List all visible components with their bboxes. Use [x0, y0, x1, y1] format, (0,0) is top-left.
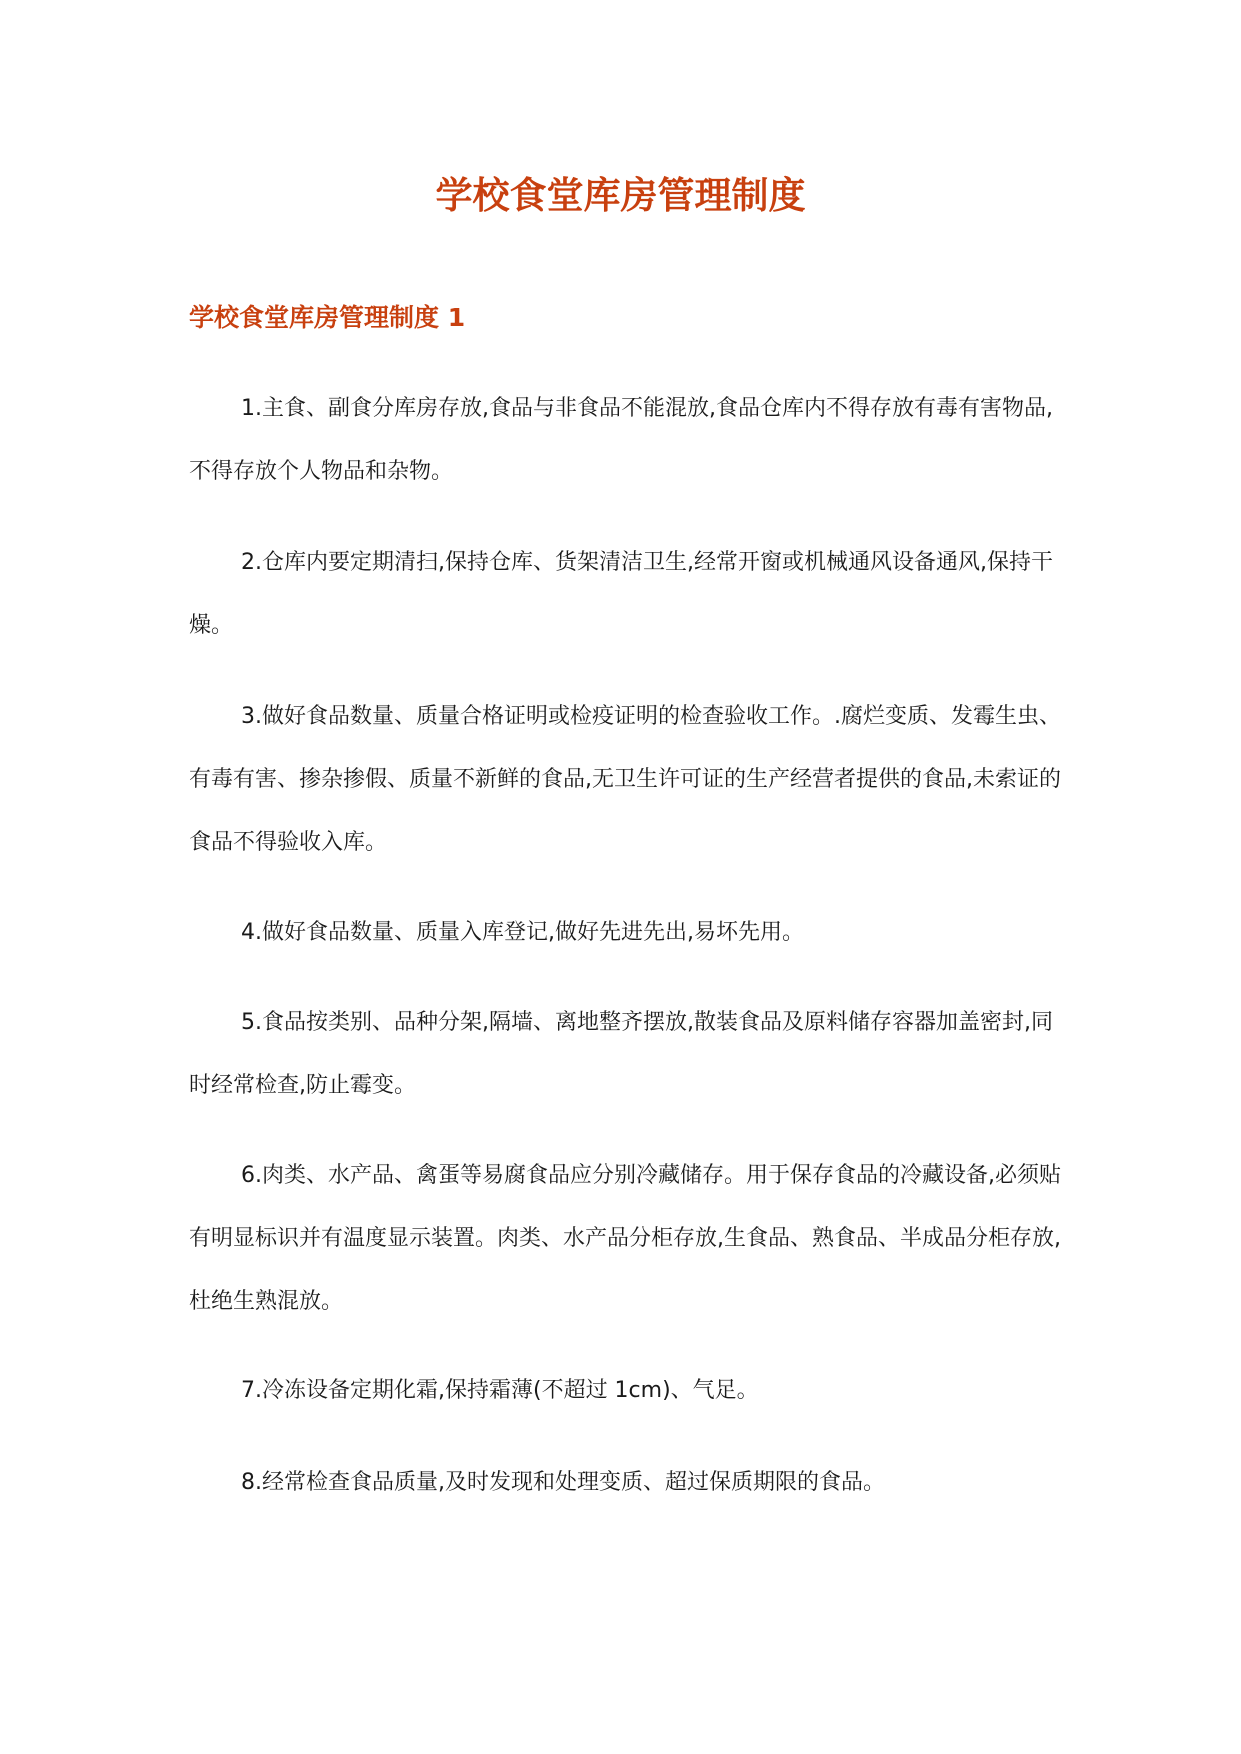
paragraph-4: 4.做好食品数量、质量入库登记,做好先进先出,易坏先用。 — [241, 920, 804, 945]
paragraph-7: 7.冷冻设备定期化霜,保持霜薄(不超过 1cm)、气足。 — [241, 1378, 759, 1403]
paragraph-8: 8.经常检查食品质量,及时发现和处理变质、超过保质期限的食品。 — [241, 1470, 885, 1495]
paragraph-6: 6.肉类、水产品、禽蛋等易腐食品应分别冷藏储存。用于保存食品的冷藏设备,必须贴有明显标识并有温度显示装置。肉类、水产品分柜存放,生食品、熟食品、半成品分柜存放,杜绝生熟混放。 — [189, 1163, 1061, 1314]
paragraph-3: 3.做好食品数量、质量合格证明或检疫证明的检查验收工作。.腐烂变质、发霉生虫、有毒有害、掺杂掺假、质量不新鲜的食品,无卫生许可证的生产经营者提供的食品,未索证的食品不得验收入库。 — [189, 704, 1061, 855]
paragraph-2: 2.仓库内要定期清扫,保持仓库、货架清洁卫生,经常开窗或机械通风设备通风,保持干燥。 — [189, 550, 1053, 638]
section-heading: 学校食堂库房管理制度 1 — [189, 303, 466, 332]
document-title: 学校食堂库房管理制度 — [435, 174, 806, 217]
paragraph-5: 5.食品按类别、品种分架,隔墙、离地整齐摆放,散装食品及原料储存容器加盖密封,同时经常检查,防止霉变。 — [189, 1010, 1053, 1098]
paragraph-1: 1.主食、副食分库房存放,食品与非食品不能混放,食品仓库内不得存放有毒有害物品,不得存放个人物品和杂物。 — [189, 396, 1053, 484]
